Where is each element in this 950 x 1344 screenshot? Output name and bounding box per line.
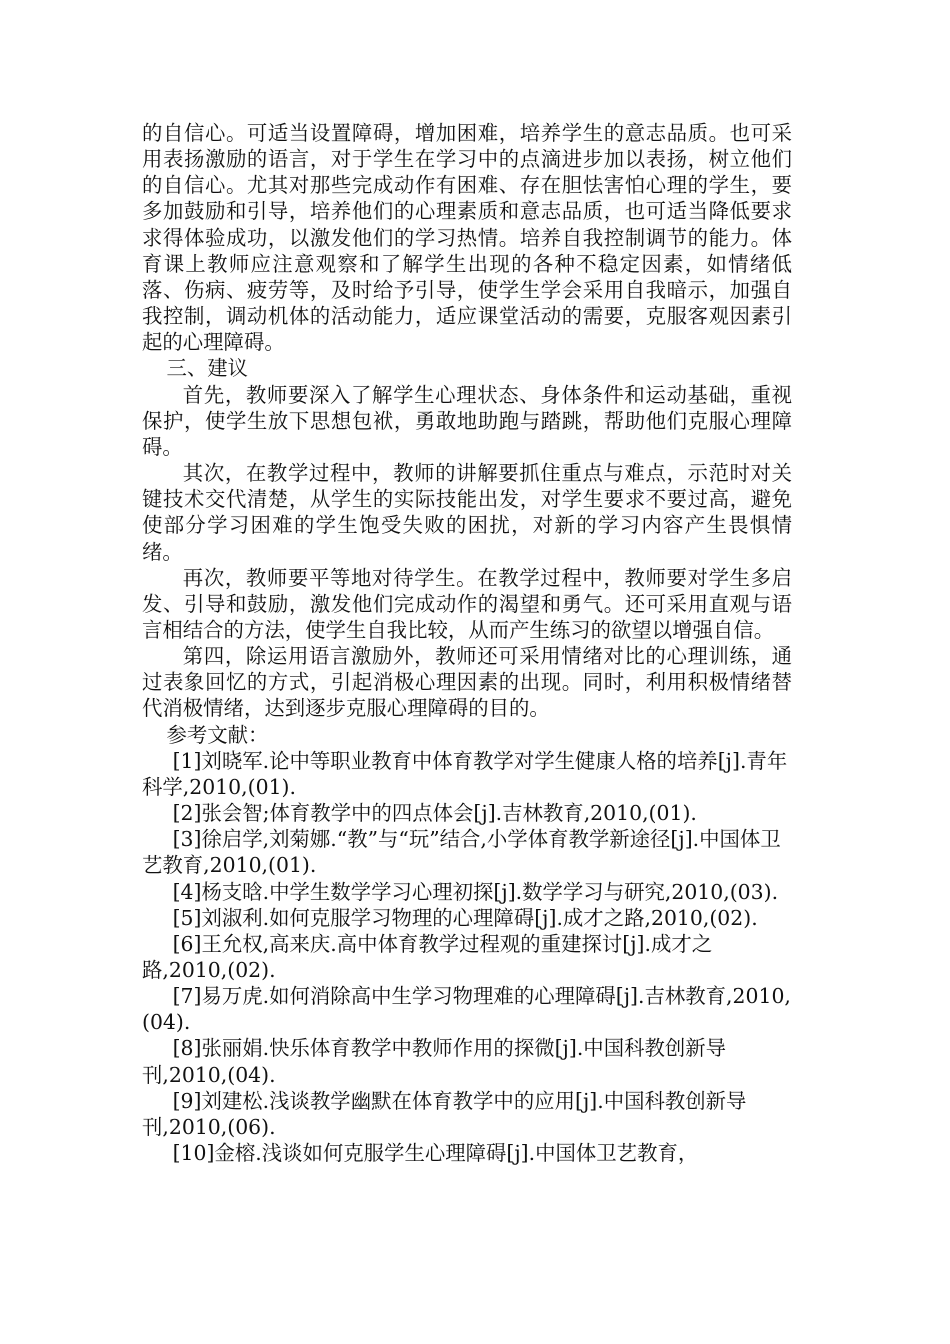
continued-paragraph: 的自信心。可适当设置障碍，增加困难，培养学生的意志品质。也可采用表扬激励的语言，对于学生在学习中的点滴进步加以表扬，树立他们的自信心。尤其对那些完成动作有困难、存在胆怯害怕心理的学生，要多加鼓励和引导，培养他们的心理素质和意志品质，也可适当降低要求求得体验成功，以激发他们的学习热情。培养自我控制调节的能力。体育课上教师应注意观察和了解学生出现的各种不稳定因素，如情绪低落、伤病、疲劳等，及时给予引导，使学生学会采用自我暗示，加强自我控制，调动机体的活动能力，适应课堂活动的需要，克服客观因素引起的心理障碍。: [142, 121, 792, 355]
reference-item: [1]刘晓军.论中等职业教育中体育教学对学生健康人格的培养[j].青年科学,2010,(01).: [142, 748, 788, 799]
paragraph-first: 首先，教师要深入了解学生心理状态、身体条件和运动基础，重视保护，使学生放下思想包袱，勇敢地助跑与踏跳，帮助他们克服心理障碍。: [142, 382, 792, 459]
document-page: [142, 120, 792, 1166]
paragraph-third: 再次，教师要平等地对待学生。在教学过程中，教师要对学生多启发、引导和鼓励，激发他们完成动作的渴望和勇气。还可采用直观与语言相结合的方法，使学生自我比较，从而产生练习的欲望以增强自信。: [142, 565, 792, 642]
reference-item: [8]张丽娟.快乐体育教学中教师作用的探微[j].中国科教创新导刊,2010,(04).: [142, 1036, 727, 1087]
reference-item: [5]刘淑利.如何克服学习物理的心理障碍[j].成才之路,2010,(02).: [172, 905, 758, 930]
reference-item: [4]杨支晗.中学生数学学习心理初探[j].数学学习与研究,2010,(03).: [172, 879, 779, 904]
paragraph-second: 其次，在教学过程中，教师的讲解要抓住重点与难点，示范时对关键技术交代清楚，从学生的实际技能出发，对学生要求不要过高，避免使部分学习困难的学生饱受失败的困扰，对新的学习内容产生畏惧情绪。: [142, 461, 792, 564]
reference-item: [6]王允权,高来庆.高中体育教学过程观的重建探讨[j].成才之路,2010,(02).: [142, 931, 713, 982]
paragraph-fourth: 第四，除运用语言激励外，教师还可采用情绪对比的心理训练，通过表象回忆的方式，引起消极心理因素的出现。同时，利用积极情绪替代消极情绪，达到逐步克服心理障碍的目的。: [142, 644, 792, 721]
references-heading: 参考文献：: [166, 722, 269, 747]
reference-item: [10]金榕.浅谈如何克服学生心理障碍[j].中国体卫艺教育，: [172, 1141, 699, 1166]
section-heading: 三、建议: [166, 356, 249, 381]
reference-item: [2]张会智;体育教学中的四点体会[j].吉林教育,2010,(01).: [172, 801, 697, 826]
reference-item: [9]刘建松.浅谈教学幽默在体育教学中的应用[j].中国科教创新导刊,2010,(06).: [142, 1088, 747, 1139]
reference-item: [7]易万虎.如何消除高中生学习物理难的心理障碍[j].吉林教育,2010,(04).: [142, 984, 791, 1035]
reference-item: [3]徐启学,刘菊娜.“教”与“玩”结合,小学体育教学新途径[j].中国体卫艺教育,2010,(01).: [142, 827, 781, 878]
